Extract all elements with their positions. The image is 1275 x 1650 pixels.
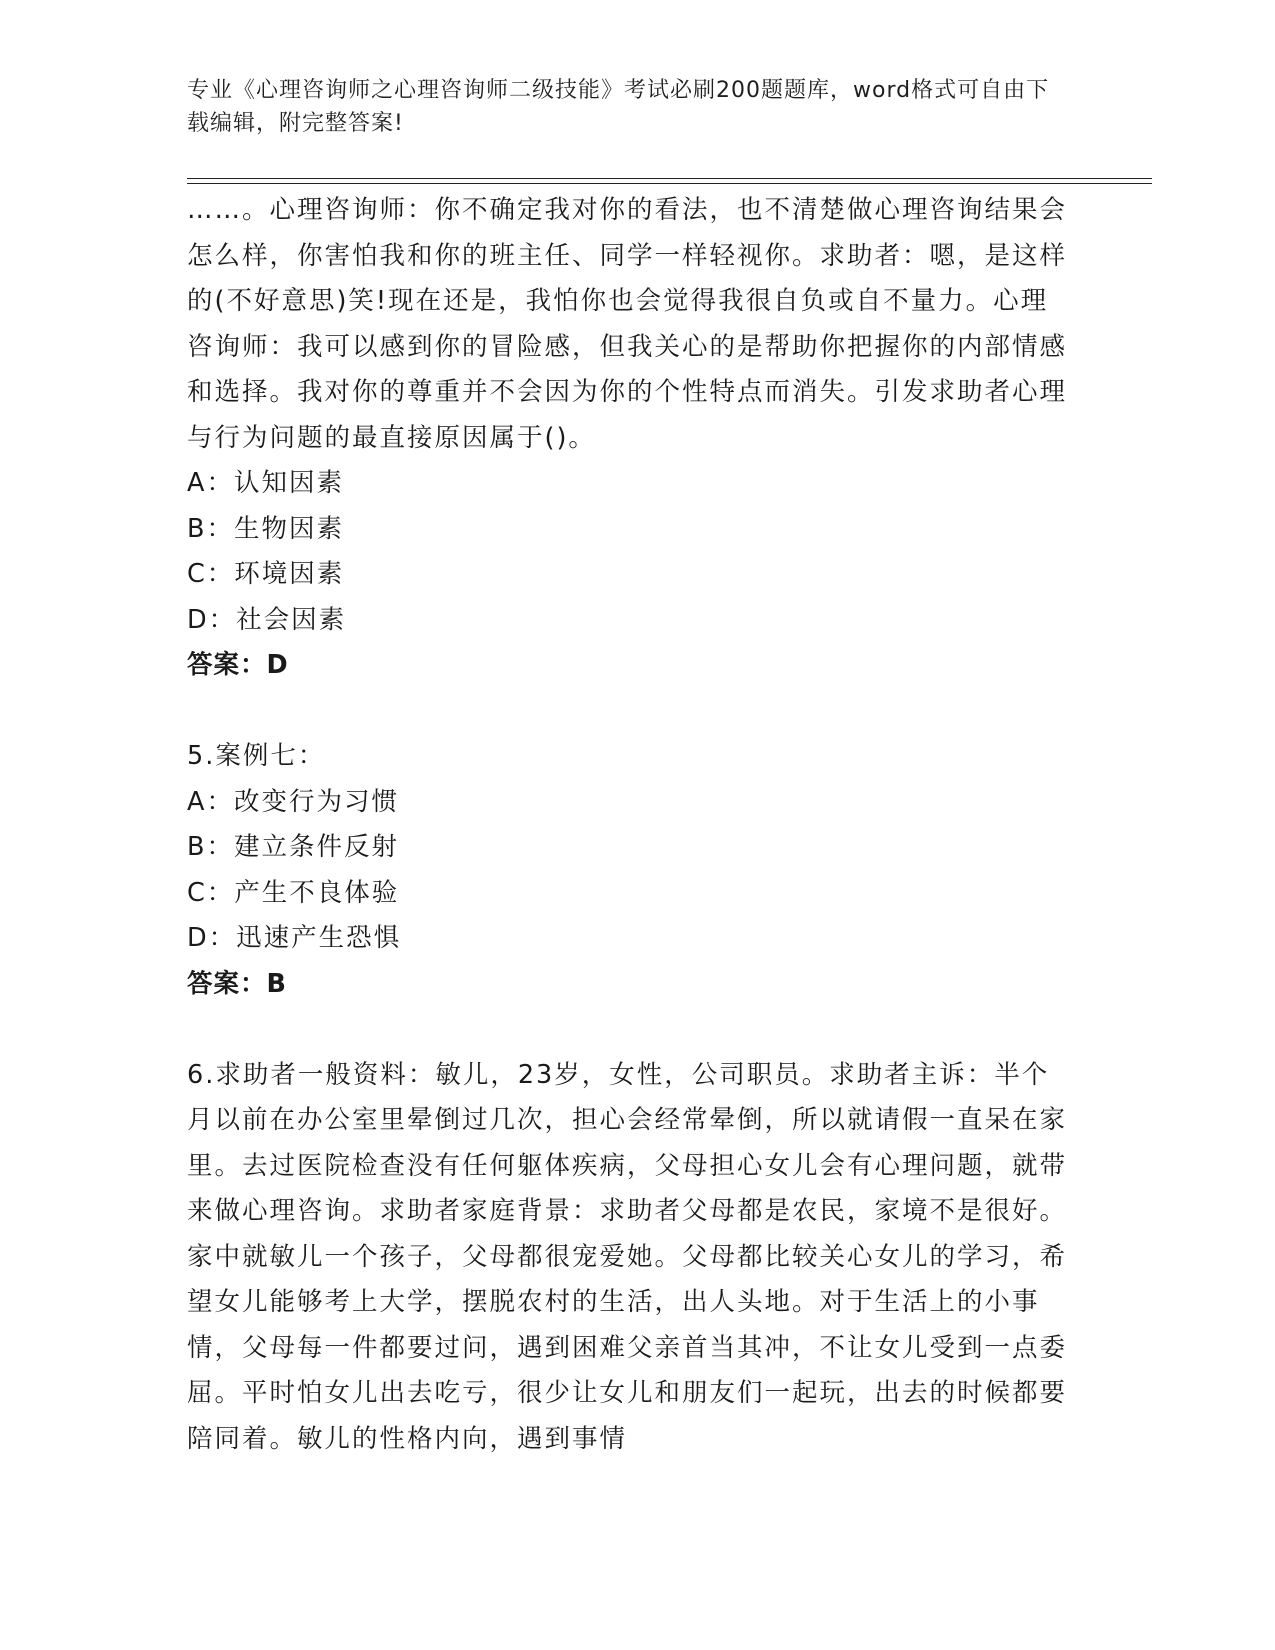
question-5-option-b: B：建立条件反射 xyxy=(187,832,399,862)
question-4-option-b: B：生物因素 xyxy=(187,513,344,544)
question-5-option-c: C：产生不良体验 xyxy=(187,877,400,908)
question-4-option-d: D：社会因素 xyxy=(187,604,347,635)
spacer xyxy=(187,1007,1067,1053)
question-6-stem: 6.求助者一般资料：敏儿，23岁，女性，公司职员。求助者主诉：半个月以前在办公室里晕倒过几次，担心会经常晕倒，所以就请假一直呆在家里。去过医院检查没有任何躯体疾病，父母担心女儿会有心理问题，就带来做心理咨询。求助者家庭背景：求助者父母都是农民，家境不是很好。家中就敏儿一个孩子，父母都很宠爱她。父母都比较关心女儿的学习，希望女儿能够考上大学，摆脱农村的生活，出人头地。对于生活上的小事情，父母每一件都要过问，遇到困难父亲首当其冲，不让女儿受到一点委屈。平时怕女儿出去吃亏，很少让女儿和朋友们一起玩，出去的时候都要陪同着。敏儿的性格内向，遇到事情 xyxy=(187,1059,1068,1454)
question-5-stem: 5.案例七： xyxy=(187,741,326,771)
question-5-answer: 答案：B xyxy=(187,968,287,999)
page-header-title: 专业《心理咨询师之心理咨询师二级技能》考试必刷200题题库，word格式可自由下载编辑，附完整答案! xyxy=(187,78,1050,136)
header-divider-top xyxy=(187,178,1152,179)
question-5-option-a: A：改变行为习惯 xyxy=(187,786,399,817)
spacer xyxy=(187,689,1067,735)
header-divider-bottom xyxy=(187,183,1152,184)
question-4-stem: ……。心理咨询师：你不确定我对你的看法，也不清楚做心理咨询结果会怎么样，你害怕我和你的班主任、同学一样轻视你。求助者：嗯，是这样的(不好意思)笑!现在还是，我怕你也会觉得我很自负或自不量力。心理咨询师：我可以感到你的冒险感，但我关心的是帮助你把握你的内部情感和选择。我对你的尊重并不会因为你的个性特点而消失。引发求助者心理与行为问题的最直接原因属于()。 xyxy=(187,195,1068,453)
question-4-option-c: C：环境因素 xyxy=(187,559,345,589)
question-5-option-d: D：迅速产生恐惧 xyxy=(187,923,402,953)
question-4-answer: 答案：D xyxy=(187,650,289,680)
question-4-option-a: A：认知因素 xyxy=(187,468,344,498)
question-content xyxy=(187,188,1067,1462)
